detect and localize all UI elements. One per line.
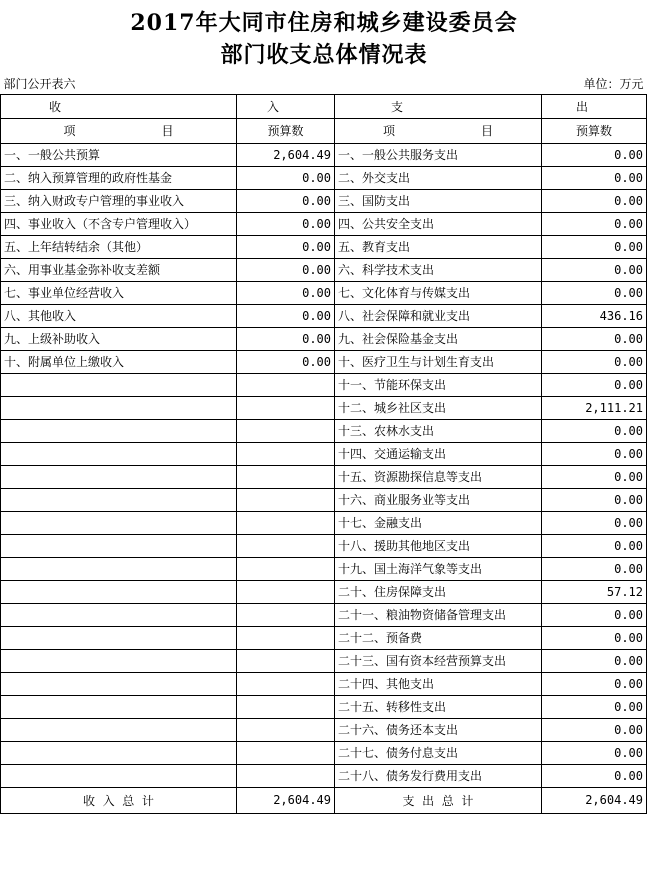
- expense-item-name: 十八、援助其他地区支出: [335, 534, 542, 557]
- expense-item-value: 0.00: [542, 212, 647, 235]
- expense-item-name: 一、一般公共服务支出: [335, 143, 542, 166]
- income-item-value: [237, 672, 335, 695]
- page-title-line2: 部门收支总体情况表: [220, 42, 428, 68]
- income-item-value: [237, 718, 335, 741]
- income-header-left: 收: [1, 94, 237, 118]
- expense-item-name: 四、公共安全支出: [335, 212, 542, 235]
- expense-item-value: 0.00: [542, 649, 647, 672]
- table-row: [1, 166, 647, 189]
- expense-item-value: 0.00: [542, 557, 647, 580]
- income-item-name: [1, 534, 237, 557]
- table-row: [1, 442, 647, 465]
- income-item-value: [237, 534, 335, 557]
- income-item-value: [237, 557, 335, 580]
- income-item-name: [1, 649, 237, 672]
- expense-item-value: 0.00: [542, 603, 647, 626]
- expense-item-value: 57.12: [542, 580, 647, 603]
- expense-item-name: 十四、交通运输支出: [335, 442, 542, 465]
- expense-item-value: 0.00: [542, 327, 647, 350]
- income-item-name: 八、其他收入: [1, 304, 237, 327]
- income-item-name: [1, 741, 237, 764]
- income-item-value: 0.00: [237, 304, 335, 327]
- form-code: 部门公开表六: [1, 74, 237, 94]
- expense-item-name: 十七、金融支出: [335, 511, 542, 534]
- table-row: [1, 764, 647, 787]
- expense-item-name: 七、文化体育与传媒支出: [335, 281, 542, 304]
- expense-item-value: 0.00: [542, 281, 647, 304]
- expense-item-value: 0.00: [542, 465, 647, 488]
- income-item-name: [1, 580, 237, 603]
- table-row: [1, 718, 647, 741]
- expense-budget-header: 预算数: [542, 118, 647, 143]
- income-item-value: 0.00: [237, 281, 335, 304]
- income-item-value: 0.00: [237, 166, 335, 189]
- income-item-value: 0.00: [237, 327, 335, 350]
- item-header-b: 目: [481, 124, 494, 138]
- income-item-name: [1, 465, 237, 488]
- income-item-name: [1, 718, 237, 741]
- income-total-value: 2,604.49: [237, 787, 335, 813]
- expense-item-name: 三、国防支出: [335, 189, 542, 212]
- table-row: [1, 235, 647, 258]
- income-item-name: 十、附属单位上缴收入: [1, 350, 237, 373]
- income-item-value: [237, 465, 335, 488]
- expense-item-value: 0.00: [542, 143, 647, 166]
- income-item-value: [237, 764, 335, 787]
- income-item-value: [237, 741, 335, 764]
- expense-item-name: 二十三、国有资本经营预算支出: [335, 649, 542, 672]
- expense-item-name: 十六、商业服务业等支出: [335, 488, 542, 511]
- income-item-name: [1, 442, 237, 465]
- income-item-value: [237, 442, 335, 465]
- income-item-value: 2,604.49: [237, 143, 335, 166]
- expense-item-value: 0.00: [542, 534, 647, 557]
- table-row: [1, 189, 647, 212]
- table-row: [1, 281, 647, 304]
- income-item-name: 四、事业收入（不含专户管理收入）: [1, 212, 237, 235]
- column-header-row: [1, 118, 647, 143]
- expense-item-name: 二十二、预备费: [335, 626, 542, 649]
- expense-item-value: 436.16: [542, 304, 647, 327]
- expense-item-name: 二十四、其他支出: [335, 672, 542, 695]
- expense-total-value: 2,604.49: [542, 787, 647, 813]
- expense-item-value: 2,111.21: [542, 396, 647, 419]
- income-item-name: 二、纳入预算管理的政府性基金: [1, 166, 237, 189]
- expense-item-name: 二十八、债务发行费用支出: [335, 764, 542, 787]
- expense-item-value: 0.00: [542, 741, 647, 764]
- unit-label: 单位：万元: [542, 74, 647, 94]
- expense-item-name: 二、外交支出: [335, 166, 542, 189]
- table-row: [1, 603, 647, 626]
- expense-item-name: 九、社会保险基金支出: [335, 327, 542, 350]
- expense-item-value: 0.00: [542, 511, 647, 534]
- income-item-value: [237, 396, 335, 419]
- expense-item-name: 二十一、粮油物资储备管理支出: [335, 603, 542, 626]
- income-item-name: [1, 396, 237, 419]
- expense-item-value: 0.00: [542, 695, 647, 718]
- income-item-value: [237, 419, 335, 442]
- expense-header-right: 出: [542, 94, 647, 118]
- income-item-value: [237, 695, 335, 718]
- table-row: [1, 511, 647, 534]
- table-row: [1, 465, 647, 488]
- expense-item-name: 二十、住房保障支出: [335, 580, 542, 603]
- income-item-value: 0.00: [237, 235, 335, 258]
- income-item-name: [1, 557, 237, 580]
- expense-item-value: 0.00: [542, 442, 647, 465]
- income-item-name: 七、事业单位经营收入: [1, 281, 237, 304]
- table-row: [1, 626, 647, 649]
- table-row: [1, 741, 647, 764]
- income-item-name: [1, 672, 237, 695]
- table-row: [1, 143, 647, 166]
- income-item-header: [1, 118, 237, 143]
- income-item-name: [1, 626, 237, 649]
- budget-table: [0, 74, 647, 814]
- expense-item-name: 十九、国土海洋气象等支出: [335, 557, 542, 580]
- item-header-b: 目: [161, 124, 174, 138]
- income-item-name: 九、上级补助收入: [1, 327, 237, 350]
- table-row: [1, 488, 647, 511]
- income-header-right: 入: [237, 94, 335, 118]
- income-item-name: 三、纳入财政专户管理的事业收入: [1, 189, 237, 212]
- table-row: [1, 373, 647, 396]
- item-header-a: 项: [63, 124, 76, 138]
- table-row: [1, 258, 647, 281]
- expense-item-value: 0.00: [542, 166, 647, 189]
- item-header-a: 项: [382, 124, 395, 138]
- income-total-label: 收 入 总 计: [1, 787, 237, 813]
- expense-item-name: 六、科学技术支出: [335, 258, 542, 281]
- income-item-value: 0.00: [237, 189, 335, 212]
- total-row: [1, 787, 647, 813]
- income-item-name: 五、上年结转结余（其他）: [1, 235, 237, 258]
- meta-row: [1, 74, 647, 94]
- expense-item-name: 五、教育支出: [335, 235, 542, 258]
- table-row: [1, 695, 647, 718]
- expense-item-value: 0.00: [542, 764, 647, 787]
- income-item-value: [237, 626, 335, 649]
- table-row: [1, 304, 647, 327]
- table-row: [1, 672, 647, 695]
- income-item-name: [1, 695, 237, 718]
- income-item-name: [1, 511, 237, 534]
- table-row: [1, 557, 647, 580]
- income-item-value: [237, 511, 335, 534]
- table-row: [1, 350, 647, 373]
- income-item-value: 0.00: [237, 258, 335, 281]
- expense-item-name: 十五、资源勘探信息等支出: [335, 465, 542, 488]
- expense-item-value: 0.00: [542, 626, 647, 649]
- income-item-value: [237, 488, 335, 511]
- expense-item-value: 0.00: [542, 373, 647, 396]
- table-row: [1, 534, 647, 557]
- expense-total-label: 支 出 总 计: [335, 787, 542, 813]
- section-header-row: [1, 94, 647, 118]
- expense-item-value: 0.00: [542, 189, 647, 212]
- income-item-name: [1, 764, 237, 787]
- expense-item-value: 0.00: [542, 488, 647, 511]
- expense-item-value: 0.00: [542, 672, 647, 695]
- table-row: [1, 419, 647, 442]
- income-budget-header: 预算数: [237, 118, 335, 143]
- income-item-value: [237, 373, 335, 396]
- income-item-name: [1, 603, 237, 626]
- expense-item-name: 二十六、债务还本支出: [335, 718, 542, 741]
- page-title-line1: 2017年大同市住房和城乡建设委员会: [130, 10, 518, 36]
- expense-item-header: [335, 118, 542, 143]
- expense-item-name: 八、社会保障和就业支出: [335, 304, 542, 327]
- income-item-value: 0.00: [237, 350, 335, 373]
- income-item-name: [1, 488, 237, 511]
- income-item-value: [237, 649, 335, 672]
- table-row: [1, 649, 647, 672]
- expense-item-value: 0.00: [542, 258, 647, 281]
- expense-item-name: 十一、节能环保支出: [335, 373, 542, 396]
- table-row: [1, 327, 647, 350]
- expense-item-value: 0.00: [542, 718, 647, 741]
- expense-item-value: 0.00: [542, 419, 647, 442]
- income-item-name: [1, 373, 237, 396]
- expense-header-left: 支: [335, 94, 542, 118]
- expense-item-name: 二十七、债务付息支出: [335, 741, 542, 764]
- table-row: [1, 212, 647, 235]
- table-row: [1, 580, 647, 603]
- table-row: [1, 396, 647, 419]
- expense-item-name: 十三、农林水支出: [335, 419, 542, 442]
- income-item-value: 0.00: [237, 212, 335, 235]
- income-item-value: [237, 603, 335, 626]
- income-item-name: 一、一般公共预算: [1, 143, 237, 166]
- income-item-value: [237, 580, 335, 603]
- expense-item-name: 二十五、转移性支出: [335, 695, 542, 718]
- expense-item-name: 十二、城乡社区支出: [335, 396, 542, 419]
- expense-item-value: 0.00: [542, 350, 647, 373]
- expense-item-value: 0.00: [542, 235, 647, 258]
- expense-item-name: 十、医疗卫生与计划生育支出: [335, 350, 542, 373]
- income-item-name: [1, 419, 237, 442]
- income-item-name: 六、用事业基金弥补收支差额: [1, 258, 237, 281]
